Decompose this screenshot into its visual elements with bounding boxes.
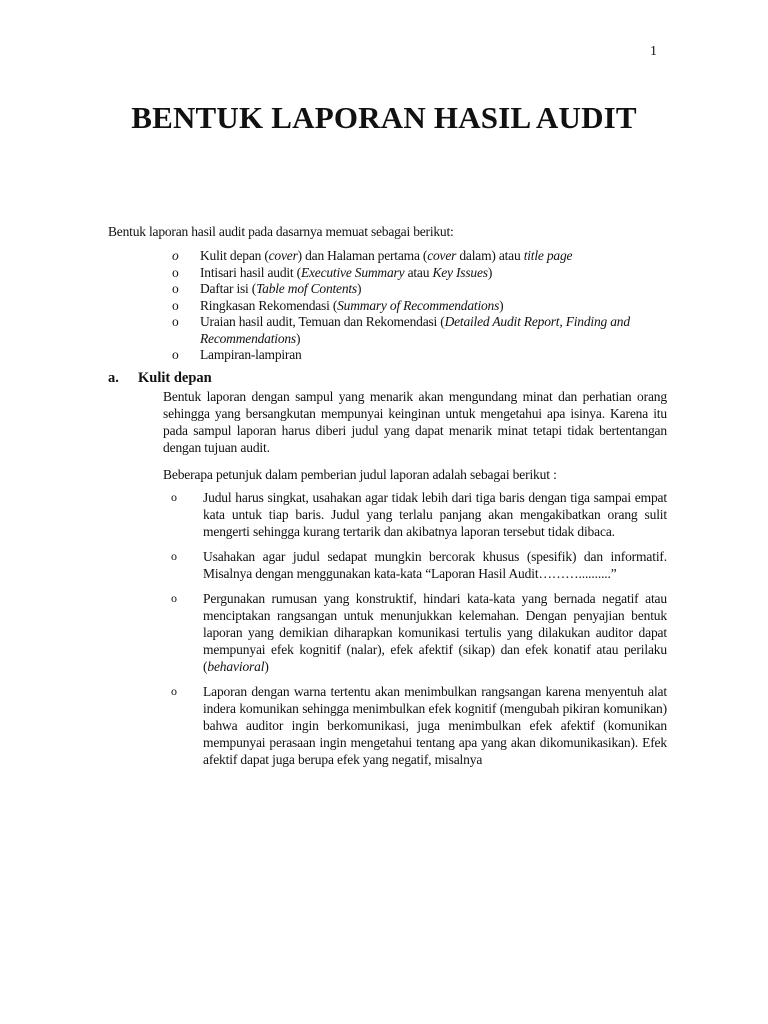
list-item <box>172 281 642 298</box>
list-item-text: Daftar isi (Table mof Contents) <box>200 281 362 296</box>
section-heading-text: Kulit depan <box>138 370 212 386</box>
list-item-text: Usahakan agar judul sedapat mungkin bercorak khusus (spesifik) dan informatif. Misalnya dengan menggunakan kata-kata “Laporan Hasil Audit………..........” <box>203 549 667 581</box>
page-number: 1 <box>650 44 657 59</box>
list-item-text: Pergunakan rumusan yang konstruktif, hindari kata-kata yang bernada negatif atau menciptakan rangsangan untuk menunjukkan kelemahan. Dengan penyajian bentuk laporan yang demikian diharapkan komunikasi tertulis yang dilakukan auditor dapat mempunyai efek kognitif (nalar), efek afektif (sikap) dan efek konatif atau perilaku (behavioral) <box>203 591 667 674</box>
tips-list <box>163 489 667 768</box>
intro-text: Bentuk laporan hasil audit pada dasarnya memuat sebagai berikut: <box>108 224 454 239</box>
list-item-text: Intisari hasil audit (Executive Summary atau Key Issues) <box>200 264 493 280</box>
list-item <box>172 265 642 282</box>
list-item <box>172 248 642 265</box>
bullet-icon: o <box>172 264 179 280</box>
bullet-icon: o <box>172 314 179 329</box>
list-item-text: Laporan dengan warna tertentu akan menimbulkan rangsangan karena menyentuh alat indera komunikan sehingga menimbulkan efek kognitif (mengubah pikiran komunikan) bahwa auditor ingin berkomunikasi, juga menimbulkan efek afektif (komunikan mempunyai perasaan ingin mengetahui tentang apa yang akan dikomunikasikan). Efek afektif dapat juga berupa efek yang negatif, misalnya <box>203 684 667 767</box>
bullet-icon: o <box>172 281 179 296</box>
list-item <box>163 683 667 768</box>
list-item <box>172 298 642 315</box>
bullet-icon: o <box>171 591 177 605</box>
paragraph: Beberapa petunjuk dalam pemberian judul laporan adalah sebagai berikut : <box>163 467 557 482</box>
list-item <box>172 314 642 347</box>
section-letter: a. <box>108 370 119 386</box>
section-body <box>163 388 667 776</box>
list-item <box>163 590 667 675</box>
bullet-icon: o <box>171 684 177 698</box>
bullet-icon: o <box>171 490 177 504</box>
section-heading <box>108 370 668 387</box>
paragraph: Bentuk laporan dengan sampul yang menarik akan mengundang minat dan perhatian orang sehingga yang bersangkutan mempunyai keinginan untuk mengetahui apa isinya. Karena itu pada sampul laporan harus diberi judul yang dapat menarik minat tetapi tidak bertentangan dengan tujuan audit. <box>163 389 667 455</box>
list-item-text: Lampiran-lampiran <box>200 347 302 362</box>
list-item-text: Judul harus singkat, usahakan agar tidak lebih dari tiga baris dengan tiga sampai empat kata untuk tiap baris. Judul yang terlalu panjang akan mengakibatkan orang sulit mengerti sehingga kurang tertarik dan akibatnya laporan tersebut tidak dibaca. <box>203 490 667 539</box>
list-item <box>172 347 642 364</box>
section-kulit-depan <box>108 370 668 767</box>
list-item-text: Uraian hasil audit, Temuan dan Rekomendasi (Detailed Audit Report, Finding and Recommendations) <box>200 314 630 346</box>
list-item <box>163 489 667 540</box>
bullet-icon: o <box>172 347 179 362</box>
list-item <box>163 548 667 582</box>
bullet-icon: o <box>171 549 177 563</box>
bullet-icon: o <box>172 248 179 263</box>
bullet-icon: o <box>172 297 179 313</box>
contents-list <box>172 248 642 364</box>
document-title: BENTUK LAPORAN HASIL AUDIT <box>131 100 637 135</box>
list-item-text: Kulit depan (cover) dan Halaman pertama (cover dalam) atau title page <box>200 248 573 263</box>
list-item-text: Ringkasan Rekomendasi (Summary of Recommendations) <box>200 297 504 313</box>
